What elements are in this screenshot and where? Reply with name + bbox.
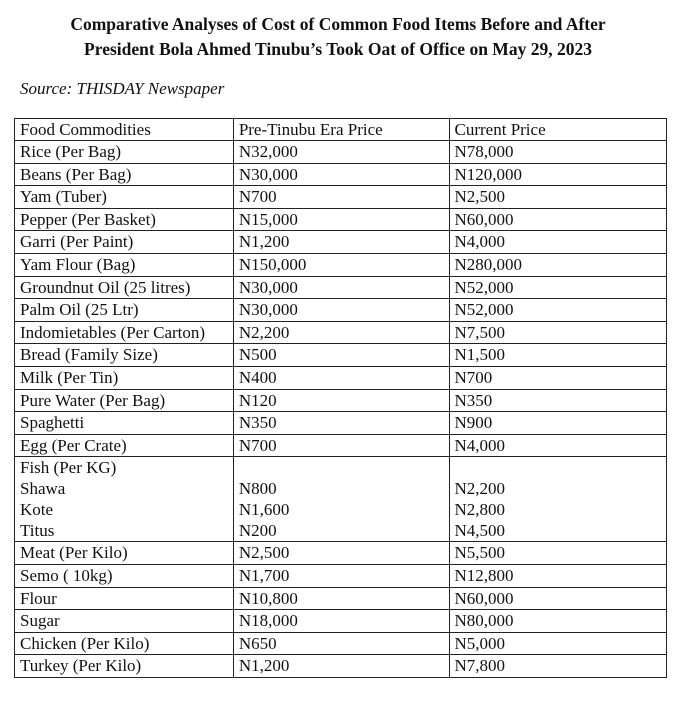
- pre-tinubu-price: N1,600: [238, 500, 290, 520]
- table-row: [15, 542, 667, 565]
- pre-tinubu-price: N350: [233, 412, 449, 435]
- commodity-name: Beans (Per Bag): [15, 163, 234, 186]
- commodity-name: Meat (Per Kilo): [15, 542, 234, 565]
- food-price-table: [14, 118, 667, 678]
- current-price: N4,000: [449, 231, 666, 254]
- current-price: N5,500: [449, 542, 666, 565]
- pre-tinubu-price: N1,700: [233, 564, 449, 587]
- table-row: [15, 655, 667, 678]
- current-price: N60,000: [449, 587, 666, 610]
- header-food-commodities: Food Commodities: [15, 119, 234, 141]
- pre-tinubu-price: N1,200: [233, 231, 449, 254]
- commodity-name: Semo ( 10kg): [15, 564, 234, 587]
- commodity-name: Chicken (Per Kilo): [15, 632, 234, 655]
- header-current-price: Current Price: [449, 119, 666, 141]
- table-row: [15, 163, 667, 186]
- table-row: [15, 276, 667, 299]
- current-price: N700: [449, 366, 666, 389]
- current-price: N52,000: [449, 276, 666, 299]
- commodity-name: Rice (Per Bag): [15, 141, 234, 164]
- current-price: N2,500: [449, 186, 666, 209]
- fish-group-current-prices: [449, 457, 666, 542]
- commodity-name: Flour: [15, 587, 234, 610]
- pre-tinubu-price: N200: [238, 521, 277, 541]
- current-price: N120,000: [449, 163, 666, 186]
- commodity-name: Yam (Tuber): [15, 186, 234, 209]
- pre-tinubu-price: N1,200: [233, 655, 449, 678]
- fish-type-name: Kote: [20, 500, 54, 520]
- pre-tinubu-price: N120: [233, 389, 449, 412]
- table-row: [15, 434, 667, 457]
- commodity-name: Pure Water (Per Bag): [15, 389, 234, 412]
- commodity-name: Indomietables (Per Carton): [15, 321, 234, 344]
- pre-tinubu-price: N400: [233, 366, 449, 389]
- current-price: N2,200: [454, 479, 506, 499]
- table-row: [15, 610, 667, 633]
- current-price: N1,500: [449, 344, 666, 367]
- table-header-row: [15, 119, 667, 141]
- table-row: [15, 231, 667, 254]
- current-price: N52,000: [449, 299, 666, 322]
- fish-group-pre-prices: [233, 457, 449, 542]
- table-row: [15, 299, 667, 322]
- current-price: N350: [449, 389, 666, 412]
- pre-tinubu-price: N15,000: [233, 208, 449, 231]
- table-row: [15, 632, 667, 655]
- commodity-name: Egg (Per Crate): [15, 434, 234, 457]
- title-line-1: Comparative Analyses of Cost of Common Food Items Before and After: [70, 14, 606, 34]
- commodity-name: Bread (Family Size): [15, 344, 234, 367]
- table-row: [15, 389, 667, 412]
- current-price: N5,000: [449, 632, 666, 655]
- current-price: N2,800: [454, 500, 506, 520]
- current-price: N78,000: [449, 141, 666, 164]
- title-line-2: President Bola Ahmed Tinubu’s Took Oat of Office on May 29, 2023: [84, 39, 592, 59]
- current-price: N7,800: [449, 655, 666, 678]
- fish-type-name: Titus: [20, 521, 55, 541]
- current-price: N280,000: [449, 253, 666, 276]
- pre-tinubu-price: N500: [233, 344, 449, 367]
- table-row: [15, 366, 667, 389]
- table-row: [15, 587, 667, 610]
- current-price: N900: [449, 412, 666, 435]
- table-row: [15, 321, 667, 344]
- pre-tinubu-price: N2,200: [233, 321, 449, 344]
- commodity-name: Palm Oil (25 Ltr): [15, 299, 234, 322]
- current-price: N7,500: [449, 321, 666, 344]
- commodity-name: Garri (Per Paint): [15, 231, 234, 254]
- current-price: N4,500: [454, 521, 506, 541]
- commodity-name: Pepper (Per Basket): [15, 208, 234, 231]
- pre-tinubu-price: N10,800: [233, 587, 449, 610]
- current-price: N12,800: [449, 564, 666, 587]
- current-price: N80,000: [449, 610, 666, 633]
- table-row: [15, 412, 667, 435]
- table-row: [15, 564, 667, 587]
- pre-tinubu-price: N800: [238, 479, 277, 499]
- table-row: [15, 186, 667, 209]
- table-row: [15, 141, 667, 164]
- current-price: N60,000: [449, 208, 666, 231]
- pre-tinubu-price: N30,000: [233, 163, 449, 186]
- commodity-name: Turkey (Per Kilo): [15, 655, 234, 678]
- table-row-fish-group: [15, 457, 667, 542]
- fish-group-label: Fish (Per KG): [20, 458, 117, 478]
- pre-tinubu-price: N30,000: [233, 276, 449, 299]
- pre-tinubu-price: N32,000: [233, 141, 449, 164]
- commodity-name: Spaghetti: [15, 412, 234, 435]
- source-caption: Source: THISDAY Newspaper: [20, 79, 225, 98]
- header-pre-tinubu-price: Pre-Tinubu Era Price: [233, 119, 449, 141]
- table-row: [15, 344, 667, 367]
- pre-tinubu-price: N150,000: [233, 253, 449, 276]
- pre-tinubu-price: N650: [233, 632, 449, 655]
- commodity-name: Sugar: [15, 610, 234, 633]
- commodity-name: Groundnut Oil (25 litres): [15, 276, 234, 299]
- pre-tinubu-price: N700: [233, 434, 449, 457]
- current-price: N4,000: [449, 434, 666, 457]
- fish-type-name: Shawa: [20, 479, 66, 499]
- pre-tinubu-price: N18,000: [233, 610, 449, 633]
- table-row: [15, 253, 667, 276]
- table-row: [15, 208, 667, 231]
- pre-tinubu-price: N2,500: [233, 542, 449, 565]
- document-title: [0, 12, 676, 62]
- fish-group-items: [15, 457, 234, 542]
- pre-tinubu-price: N30,000: [233, 299, 449, 322]
- commodity-name: Yam Flour (Bag): [15, 253, 234, 276]
- pre-tinubu-price: N700: [233, 186, 449, 209]
- commodity-name: Milk (Per Tin): [15, 366, 234, 389]
